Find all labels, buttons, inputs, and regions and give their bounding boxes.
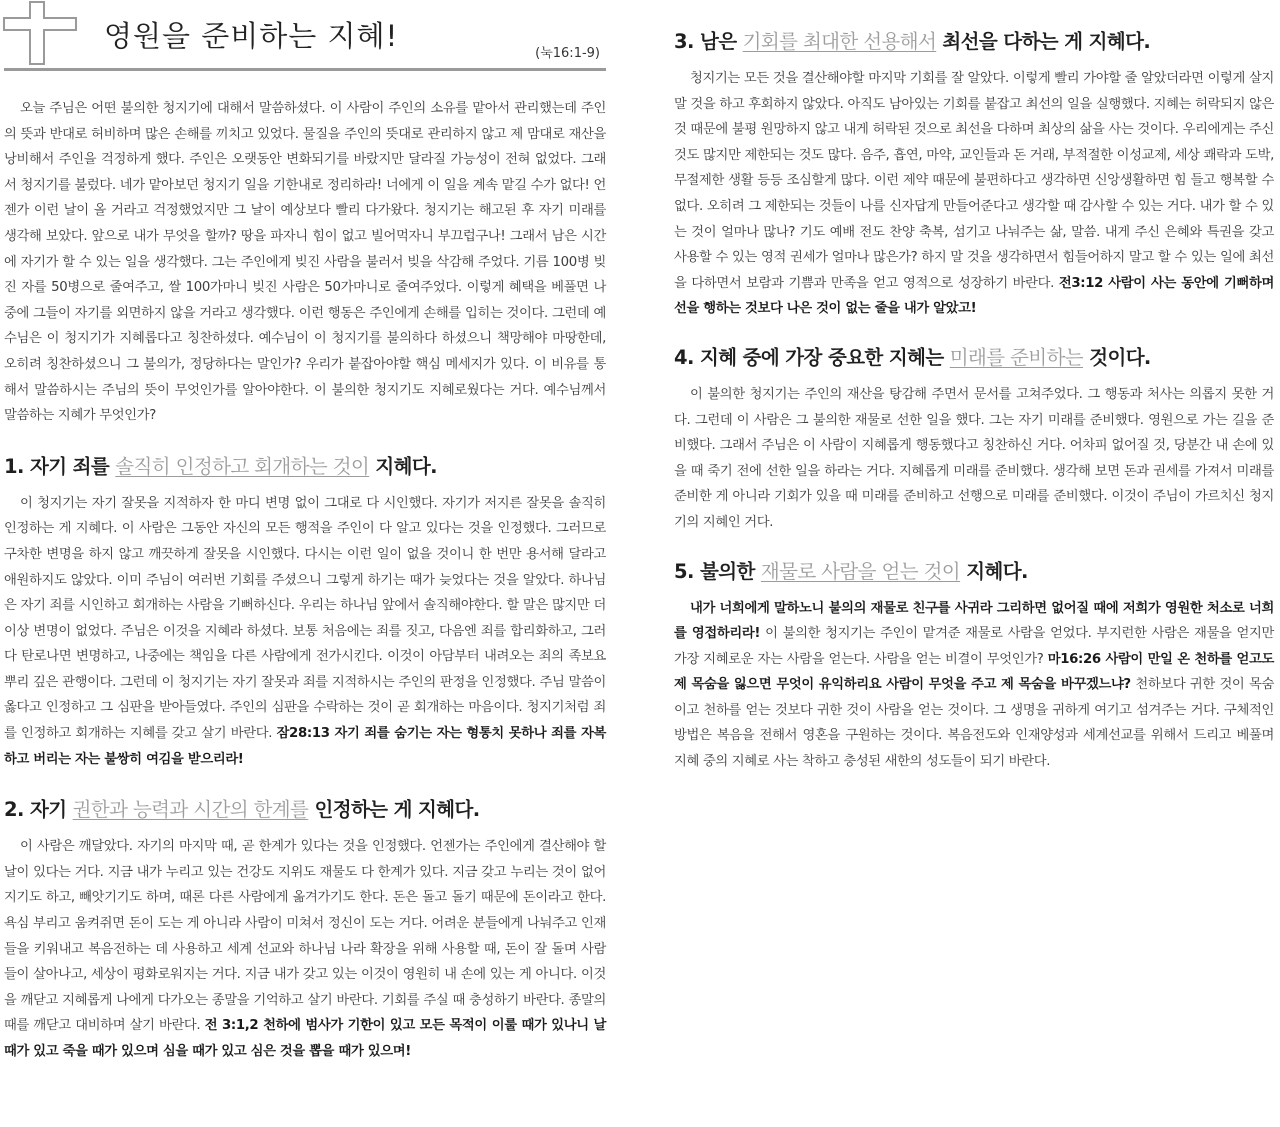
section-body-text: 이 사람은 깨달았다. 자기의 마지막 때, 곧 한계가 있다는 것을 인정했다. 언젠가는 주인에게 결산해야 할 날이 있다는 거다. 지금 내가 누리고 있는 건강도 지위도 재물도 다 한계가 있다. 지금 갖고 누리는 것이 없어지기도 하고, 빼앗기기도 하며, 때론 다른 사람에게 옮겨가기도 한다. 돈은 돌고 돌기 때문에 돈이라고 한다. 욕심 부리고 움켜쥐면 돈이 도는 게 아니라 사람이 미쳐서 정신이 도는 거다. 어려운 분들에게 나눠주고 인재들을 키워내고 복음전하는 데 사용하고 세계 선교와 하나님 나라 확장을 위해 사용할 때, 돈이 잘 돌며 사람들이 살아나고, 세상이 평화로워지는 거다. 지금 내가 갖고 있는 이것이 영원히 내 손에 있는 게 아니다. 이것을 깨닫고 지혜롭게 나에게 다가오는 종말을 기억하고 살기 바란다. 기회를 주실 때 충성하기 바란다. 종말의 때를 깨닫고 대비하며 살기 바란다. [4,839,606,1034]
section-verse: 전3:12 사람이 사는 동안에 기뻐하며 선을 행하는 것보다 나은 것이 없는 줄을 내가 알았고! [674,275,1274,317]
section-heading-highlight: 솔직히 인정하고 회개하는 것이 [115,454,370,478]
section-4-body [668,382,1280,536]
page-title: 영원을 준비하는 지혜! [104,19,399,53]
scripture-reference: (눅16:1-9) [535,46,600,61]
section-3-body [668,66,1280,322]
section-heading-pre: 4. 지혜 중에 가장 중요한 지혜는 [674,345,950,369]
section-body-text-a: 이 불의한 청지기는 주인이 맡겨준 재물로 사람을 얻었다. 부지런한 사람은 재물을 얻지만 가장 지혜로운 자는 사람을 얻는다. 사람을 얻는 비결이 무엇인가? [674,626,1274,667]
section-heading-pre: 5. 불의한 [674,559,761,583]
left-column [0,0,612,1065]
section-heading-pre: 2. 자기 [4,798,73,822]
section-heading-highlight: 재물로 사람을 얻는 것이 [760,559,961,583]
section-1-body [0,491,612,773]
section-5-heading [668,556,1280,584]
section-heading-highlight: 기회를 최대한 선용해서 [742,30,937,53]
section-heading-post: 인정하는 게 지혜다. [308,798,480,822]
section-heading-post: 최선을 다하는 게 지혜다. [936,30,1151,53]
section-heading-post: 지혜다. [369,454,437,478]
section-heading-post: 것이다. [1083,345,1151,369]
right-column [668,0,1280,775]
section-4-heading [668,342,1280,370]
section-2-body [0,834,612,1064]
intro-paragraph: 오늘 주님은 어떤 불의한 청지기에 대해서 말씀하셨다. 이 사람이 주인의 소유를 맡아서 관리했는데 주인의 뜻과 반대로 허비하며 많은 손해를 끼치고 있었다. 물질을 주인의 뜻대로 관리하지 않고 제 맘대로 재산을 낭비해서 주인을 걱정하게 했다. 주인은 오랫동안 변화되기를 바랐지만 달라질 가능성이 전혀 없었다. 그래서 청지기를 불렀다. 네가 맡아보던 청지기 일을 기한내로 정리하라! 너에게 이 일을 계속 맡길 수가 없다! 언젠가 이런 날이 올 거라고 걱정했었지만 그 날이 예상보다 빨리 다가왔다. 청지기는 해고된 후 자기 미래를 생각해 보았다. 앞으로 내가 무엇을 할까? 땅을 파자니 힘이 없고 빌어먹자니 부끄럽구나! 그래서 남은 시간에 자기가 할 수 있는 일을 생각했다. 그는 주인에게 빚진 사람을 불러서 빚을 삭감해 주었다. 기름 100병 빚진 자를 50병으로 줄여주고, 쌀 100가마니 빚진 사람은 50가마니로 줄여주었다. 이렇게 혜택을 베풀면 나중에 그들이 자기를 외면하지 않을 거라고 생각했다. 이런 행동은 주인에게 손해를 입히는 것이다. 그런데 예수님은 이 청지기가 지혜롭다고 칭찬하셨다. 예수님이 이 청지기를 불의하다 하셨으니 책망해야 마땅한데, 오히려 칭찬하셨으니 그 불의가, 정당하다는 말인가? 우리가 붙잡아야할 핵심 메세지가 있다. 이 비유를 통해서 말씀하시는 주님의 뜻이 무엇인가를 알아야한다. 이 불의한 청지기도 지혜로웠다는 거다. 예수님께서 말씀하는 지혜가 무엇인가? [4,101,606,424]
section-heading-highlight: 권한과 능력과 시간의 한계를 [72,798,309,822]
section-verse: 잠28:13 자기 죄를 숨기는 자는 형통치 못하나 죄를 자복하고 버리는 자는 불쌍히 여김을 받으리라! [4,726,606,767]
section-heading-pre: 1. 자기 죄를 [4,454,116,478]
section-body-text: 이 청지기는 자기 잘못을 지적하자 한 마디 변명 없이 그대로 다 시인했다. 자기가 저지른 잘못을 솔직히 인정하는 게 지혜다. 이 사람은 그동안 자신의 모든 행적을 주인이 다 알고 있다는 것을 인정했다. 그러므로 구차한 변명을 하지 않고 깨끗하게 잘못을 시인했다. 다시는 이런 일이 없을 것이니 한 번만 용서해 달라고 애원하지도 않았다. 이미 주님이 여러번 기회를 주셨으니 그렇게 하기는 때가 늦었다는 것을 알았다. 하나님은 자기 죄를 시인하고 회개하는 사람을 기뻐하신다. 우리는 하나님 앞에서 솔직해야한다. 할 말은 많지만 더 이상 변명이 없었다. 주님은 이것을 지혜라 하셨다. 보통 처음에는 죄를 짓고, 다음엔 죄를 합리화하고, 그러다 탄로나면 변명하고, 나중에는 책임을 다른 사람에게 전가시킨다. 이것이 아담부터 내려오는 죄의 족보요 뿌리 깊은 관행이다. 그런데 이 청지기는 자기 잘못과 죄를 지적하시는 주인의 판정을 인정했다. 주님 말씀이 옳다고 인정하고 그 심판을 받아들였다. 주인의 심판을 수락하는 것이 곧 회개하는 마음이다. 청지기처럼 죄를 인정하고 회개하는 지혜를 갖고 살기 바란다. [4,495,606,742]
section-body-text-b: 천하보다 귀한 것이 목숨이고 천하를 얻는 것보다 귀한 것이 사람을 얻는 것이다. 그 생명을 귀하게 여기고 섬겨주는 거다. 구체적인 방법은 복음을 전해서 영혼을 구원하는 것이다. 복음전도와 인재양성과 세계선교를 위해서 드리고 베풀며 지혜 중의 지혜로 사는 착하고 충성된 새한의 성도들이 되기 바란다. [674,677,1274,770]
section-body-text: 이 불의한 청지기는 주인의 재산을 탕감해 주면서 문서를 고쳐주었다. 그 행동과 처사는 의롭지 못한 거다. 그런데 이 사람은 그 불의한 재물로 선한 일을 했다. 그는 자기 미래를 준비했다. 영원으로 가는 길을 준비했다. 그래서 주님은 이 사람이 지혜롭게 행동했다고 칭찬하신 거다. 어차피 없어질 것, 당분간 내 손에 있을 때 죽기 전에 선한 일을 하라는 거다. 지혜롭게 미래를 준비했다. 생각해 보면 돈과 권세를 가져서 미래를 준비한 게 아니라 기회가 있을 때 미래를 준비하고 선행으로 미래를 준비했다. 이것이 주님이 가르치신 청지기의 지혜인 거다. [674,386,1274,530]
section-heading-post: 지혜다. [960,559,1028,583]
section-3-heading [668,26,1280,54]
section-body-text: 청지기는 모든 것을 결산해야할 마지막 기회를 잘 알았다. 이렇게 빨리 가야할 줄 알았더라면 이렇게 살지 말 것을 하고 후회하지 않았다. 아직도 남아있는 기회를 붙잡고 최선의 일을 실행했다. 지혜는 허락되지 않은 것 때문에 불평 원망하지 않고 내게 허락된 것으로 최선을 다하며 최상의 삶을 사는 것이다. 우리에게는 주신 것도 많지만 제한되는 것도 많다. 음주, 흡연, 마약, 교인들과 돈 거래, 부적절한 이성교제, 세상 쾌락과 도박, 무절제한 생활 등등 조심할게 많다. 이런 제약 때문에 불편하다고 생각하면 신앙생활하면 힘 들고 행복할 수 없다. 오히려 그 제한되는 것들이 나를 신자답게 만들어준다고 생각할 때 감사할 수 있는 거다. 내가 할 수 있는 것이 얼마나 많나? 기도 예배 전도 찬양 축복, 섬기고 나눠주는 삶, 말씀. 내게 주신 은혜와 특권을 갖고 사용할 수 있는 영적 권세가 얼마나 많은가? 하지 말 것을 생각하면서 힘들어하지 말고 할 수 있는 일에 최선을 다하면서 보람과 기쁨과 만족을 얻고 영적으로 성장하기 바란다. [674,71,1274,291]
section-verse-lead: 내가 너희에게 말하노니 불의의 재물로 친구를 사귀라 그리하면 없어질 때에 저희가 영원한 처소로 너희를 영접하리라! [674,600,1274,642]
cross-icon [0,0,80,66]
page-header [0,0,612,80]
section-5-body [668,596,1280,775]
section-1-heading [0,451,612,479]
section-heading-highlight: 미래를 준비하는 [949,345,1084,369]
section-verse-mid: 마16:26 사람이 만일 온 천하를 얻고도 제 목숨을 잃으면 무엇이 유익하리요 사람이 무엇을 주고 제 목숨을 바꾸겠느냐? [674,651,1274,693]
header-divider [4,68,606,71]
section-2-heading [0,794,612,822]
section-verse: 전 3:1,2 천하에 범사가 기한이 있고 모든 목적이 이룰 때가 있나니 날 때가 있고 죽을 때가 있으며 심을 때가 있고 심은 것을 뽑을 때가 있으며! [4,1018,606,1059]
section-heading-pre: 3. 남은 [674,30,743,53]
